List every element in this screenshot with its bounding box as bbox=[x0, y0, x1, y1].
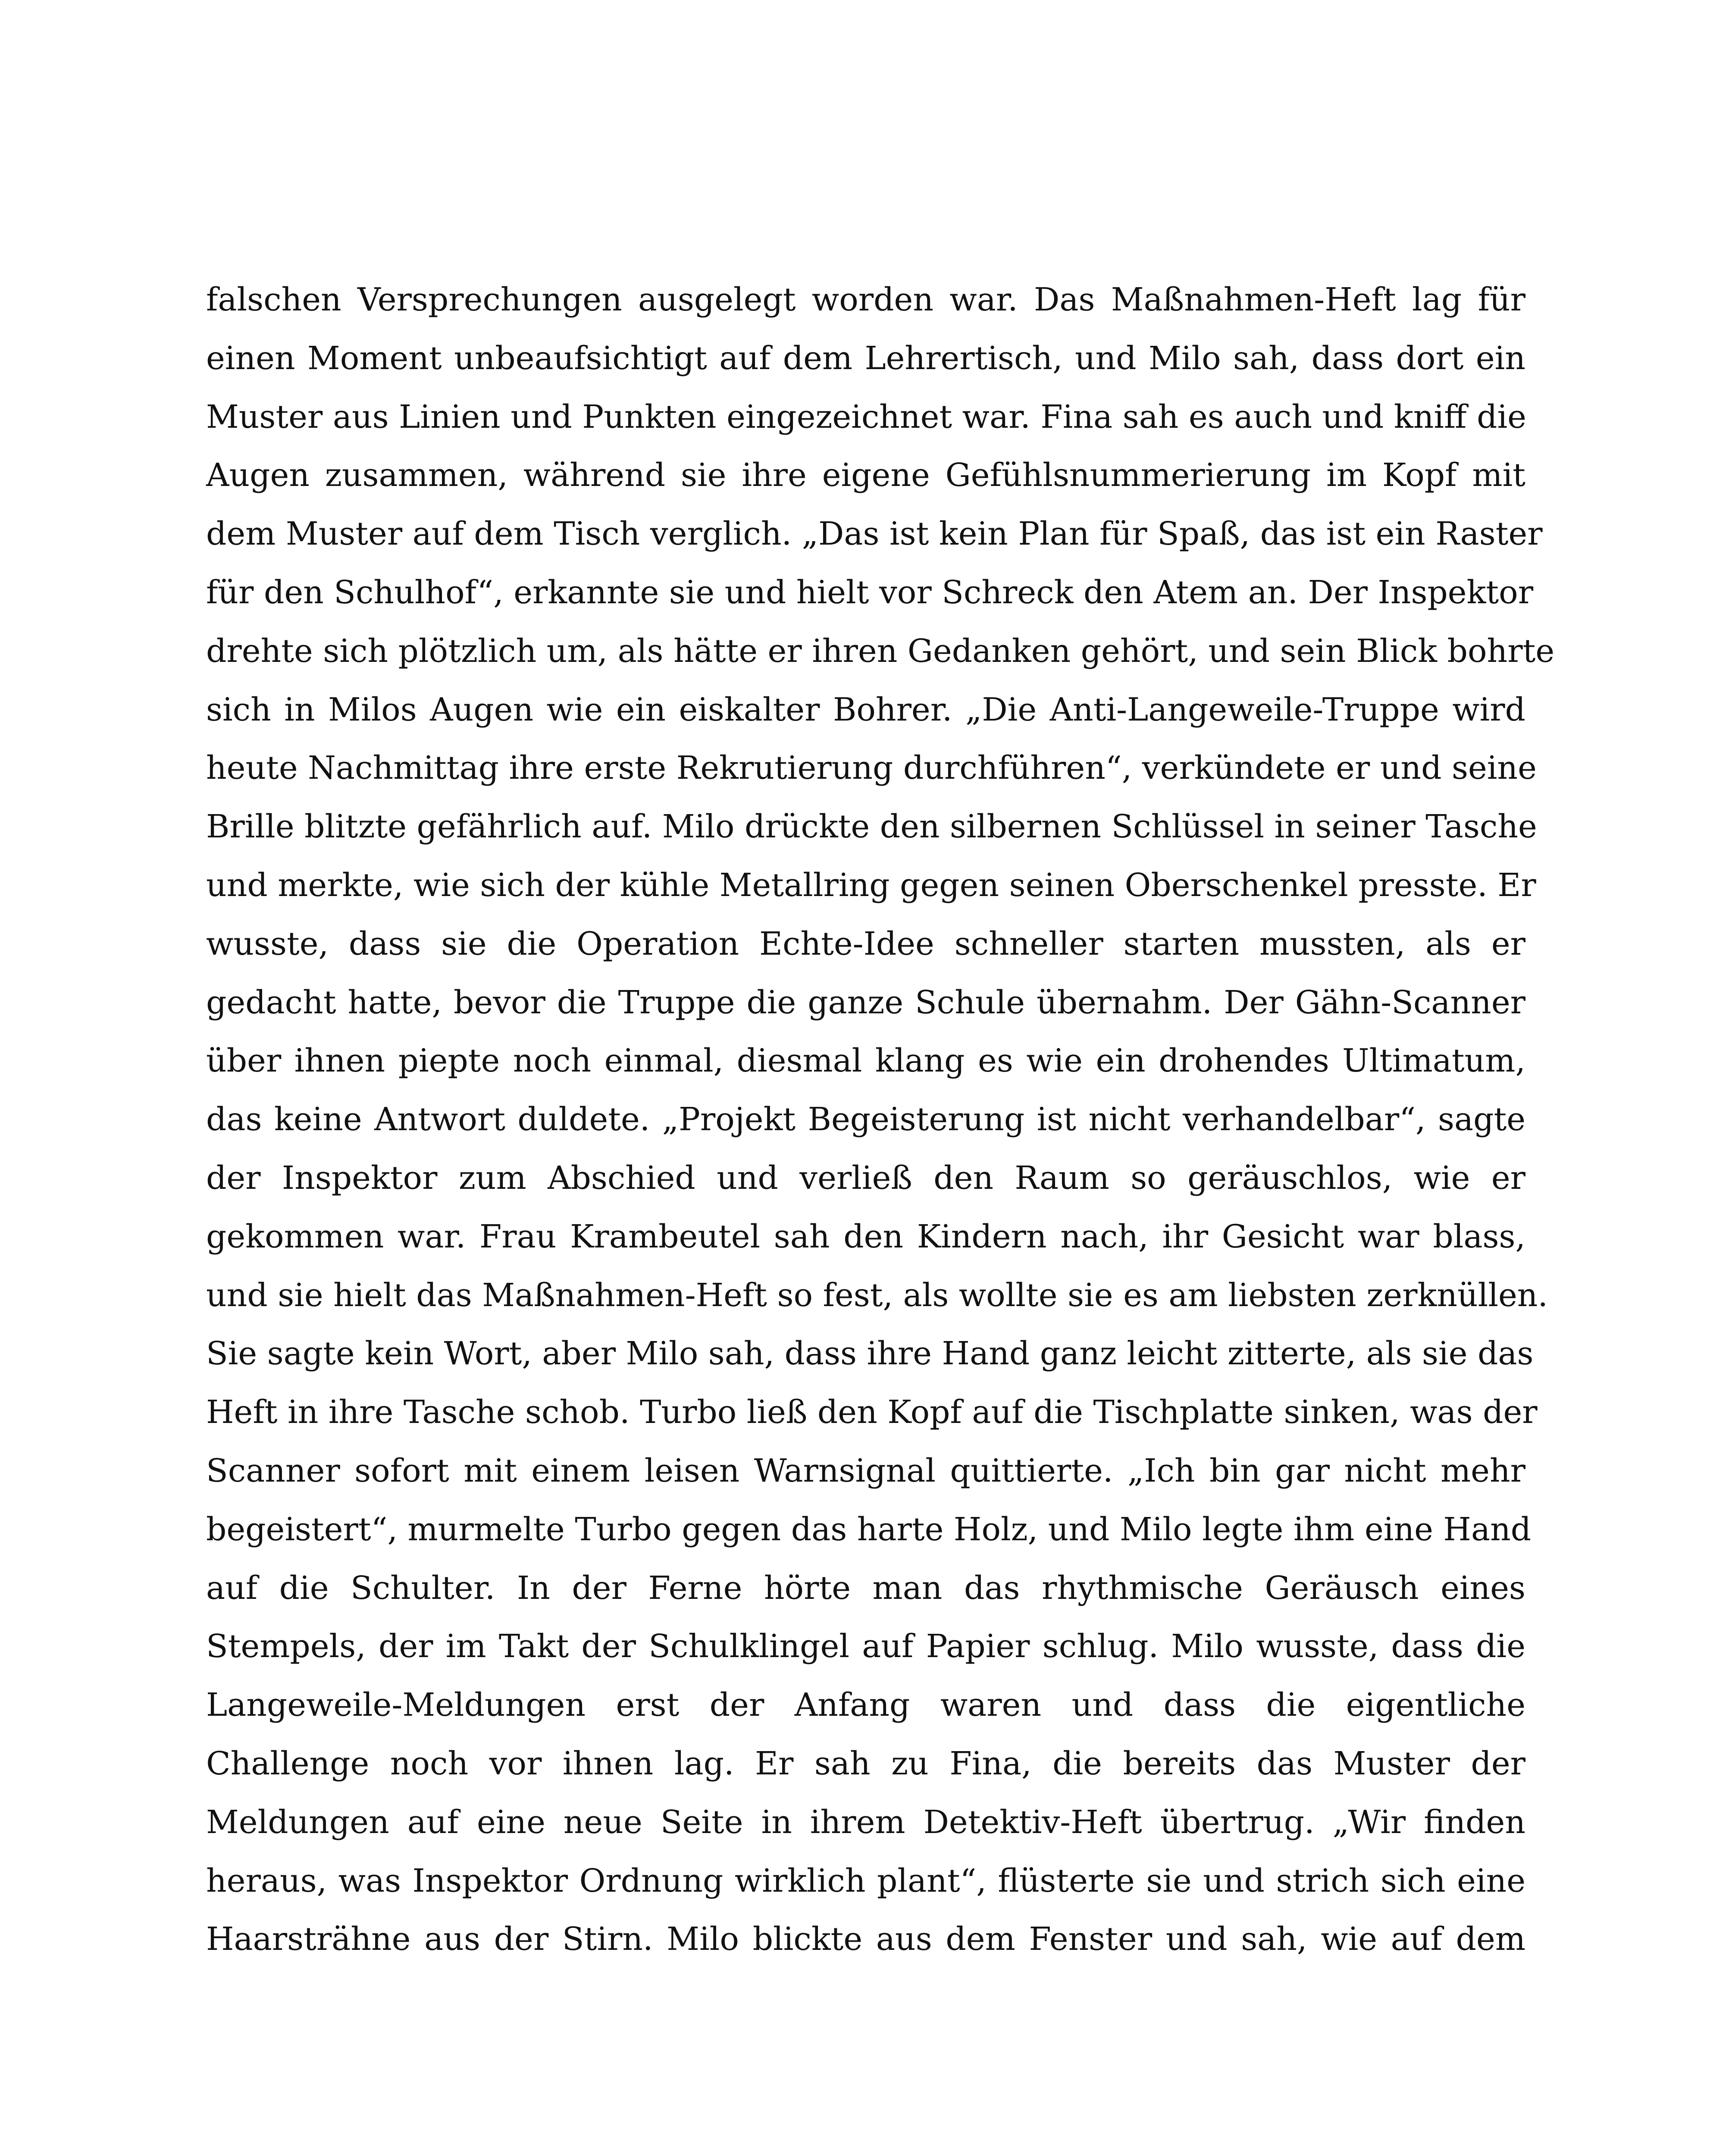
text-line: der Inspektor zum Abschied und verließ den Raum so geräuschlos, wie er bbox=[206, 1159, 1525, 1197]
text-line: Langeweile-Meldungen erst der Anfang waren und dass die eigentliche bbox=[206, 1686, 1525, 1724]
text-line: und sie hielt das Maßnahmen-Heft so fest, als wollte sie es am liebsten zerknüllen. bbox=[206, 1276, 1548, 1314]
text-line: Stempels, der im Takt der Schulklingel auf Papier schlug. Milo wusste, dass die bbox=[206, 1628, 1525, 1665]
text-line: dem Muster auf dem Tisch verglich. „Das ist kein Plan für Spaß, das ist ein Raster bbox=[206, 515, 1543, 553]
text-line: auf die Schulter. In der Ferne hörte man das rhythmische Geräusch eines bbox=[206, 1569, 1525, 1607]
text-line: heute Nachmittag ihre erste Rekrutierung durchführen“, verkündete er und seine bbox=[206, 749, 1537, 787]
text-line: sich in Milos Augen wie ein eiskalter Bohrer. „Die Anti-Langeweile-Truppe wird bbox=[206, 691, 1525, 728]
text-line: Brille blitzte gefährlich auf. Milo drückte den silbernen Schlüssel in seiner Tasche bbox=[206, 808, 1537, 846]
text-line: Sie sagte kein Wort, aber Milo sah, dass ihre Hand ganz leicht zitterte, als sie das bbox=[206, 1335, 1534, 1373]
text-line: wusste, dass sie die Operation Echte-Idee schneller starten mussten, als er bbox=[206, 925, 1525, 962]
text-line: Augen zusammen, während sie ihre eigene Gefühlsnummerierung im Kopf mit bbox=[206, 457, 1525, 494]
text-line: Challenge noch vor ihnen lag. Er sah zu Fina, die bereits das Muster der bbox=[206, 1745, 1525, 1782]
text-line: gekommen war. Frau Krambeutel sah den Kindern nach, ihr Gesicht war blass, bbox=[206, 1218, 1525, 1255]
text-line: gedacht hatte, bevor die Truppe die ganze Schule übernahm. Der Gähn-Scanner bbox=[206, 984, 1525, 1021]
text-line: und merkte, wie sich der kühle Metallring gegen seinen Oberschenkel presste. Er bbox=[206, 866, 1536, 904]
text-line: einen Moment unbeaufsichtigt auf dem Lehrertisch, und Milo sah, dass dort ein bbox=[206, 339, 1525, 377]
text-line: heraus, was Inspektor Ordnung wirklich plant“, flüsterte sie und strich sich eine bbox=[206, 1862, 1525, 1899]
text-line: das keine Antwort duldete. „Projekt Begeisterung ist nicht verhandelbar“, sagte bbox=[206, 1101, 1525, 1138]
text-line: begeistert“, murmelte Turbo gegen das harte Holz, und Milo legte ihm eine Hand bbox=[206, 1510, 1532, 1548]
text-line: falschen Versprechungen ausgelegt worden war. Das Maßnahmen-Heft lag für bbox=[206, 281, 1525, 318]
text-line: über ihnen piepte noch einmal, diesmal klang es wie ein drohendes Ultimatum, bbox=[206, 1042, 1525, 1080]
body-text bbox=[206, 271, 1555, 1969]
text-line: für den Schulhof“, erkannte sie und hielt vor Schreck den Atem an. Der Inspektor bbox=[206, 573, 1534, 611]
text-line: Heft in ihre Tasche schob. Turbo ließ den Kopf auf die Tischplatte sinken, was der bbox=[206, 1394, 1538, 1431]
text-line: Meldungen auf eine neue Seite in ihrem Detektiv-Heft übertrug. „Wir finden bbox=[206, 1803, 1525, 1841]
text-line: Muster aus Linien und Punkten eingezeichnet war. Fina sah es auch und kniff die bbox=[206, 398, 1526, 436]
text-line: Scanner sofort mit einem leisen Warnsignal quittierte. „Ich bin gar nicht mehr bbox=[206, 1452, 1525, 1489]
text-line: Haarsträhne aus der Stirn. Milo blickte aus dem Fenster und sah, wie auf dem bbox=[206, 1921, 1525, 1958]
text-line: drehte sich plötzlich um, als hätte er ihren Gedanken gehört, und sein Blick bohrte bbox=[206, 632, 1555, 670]
